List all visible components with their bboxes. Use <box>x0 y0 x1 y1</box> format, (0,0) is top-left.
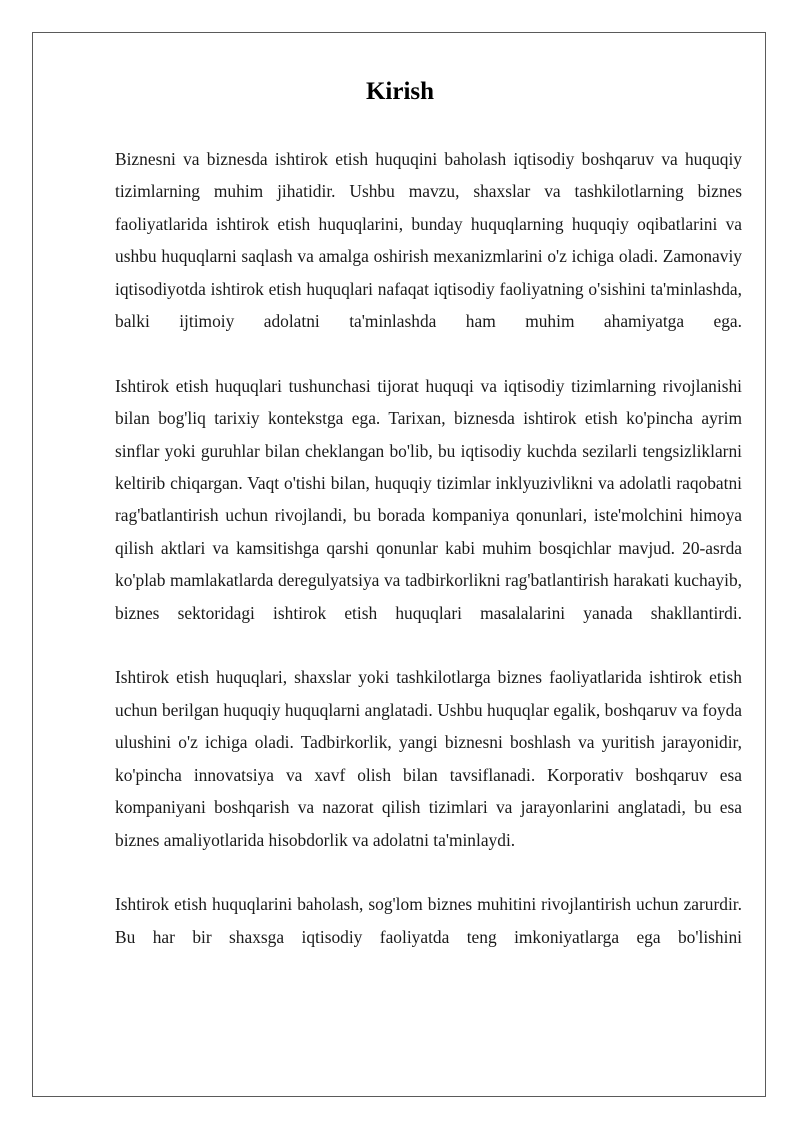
document-body <box>115 143 742 986</box>
paragraph-2: Ishtirok etish huquqlari tushunchasi tijorat huquqi va iqtisodiy tizimlarning rivojlanishi bilan bog'liq tarixiy kontekstga ega. Tarixan, biznesda ishtirok etish ko'pincha ayrim sinflar yoki guruhlar bilan cheklangan bo'lib, bu iqtisodiy kuchda sezilarli tengsizliklarni keltirib chiqargan. Vaqt o'tishi bilan, huquqiy tizimlar inklyuzivlikni va adolatli raqobatni rag'batlantirish uchun rivojlandi, bu borada kompaniya qonunlari, iste'molchini himoya qilish aktlari va kamsitishga qarshi qonunlar kabi muhim bosqichlar mavjud. 20-asrda ko'plab mamlakatlarda deregulyatsiya va tadbirkorlikni rag'batlantirish harakati kuchayib, biznes sektoridagi ishtirok etish huquqlari masalalarini yanada shakllantirdi. <box>115 375 742 623</box>
paragraph-4: Ishtirok etish huquqlarini baholash, sog'lom biznes muhitini rivojlantirish uchun zarurdir. Bu har bir shaxsga iqtisodiy faoliyatda teng imkoniyatlarga ega bo'lishini <box>115 894 742 947</box>
paragraph-3: Ishtirok etish huquqlari, shaxslar yoki tashkilotlarga biznes faoliyatlarida ishtirok etish uchun berilgan huquqiy huquqlarni anglatadi. Ushbu huquqlar egalik, boshqaruv va foyda ulushini o'z ichiga oladi. Tadbirkorlik, yangi biznesni boshlash va yuritish jarayonidir, ko'pincha innovatsiya va xavf olish bilan tavsiflanadi. Korporativ boshqaruv esa kompaniyani boshqarish va nazorat qilish tizimlari va jarayonlarini anglatadi, bu esa biznes amaliyotlarida hisobdorlik va adolatni ta'minlaydi. <box>115 667 742 850</box>
page-title: Kirish <box>365 78 435 105</box>
paragraph-1: Biznesni va biznesda ishtirok etish huquqini baholash iqtisodiy boshqaruv va huquqiy tizimlarning muhim jihatidir. Ushbu mavzu, shaxslar va tashkilotlarning biznes faoliyatlarida ishtirok etish huquqlarini, bunday huquqlarning huquqiy oqibatlarini va ushbu huquqlarni saqlash va amalga oshirish mexanizmlarini o'z ichiga oladi. Zamonaviy iqtisodiyotda ishtirok etish huquqlari nafaqat iqtisodiy faoliyatning o'sishini ta'minlashda, balki ijtimoiy adolatni ta'minlashda ham muhim ahamiyatga ega. <box>115 149 742 332</box>
